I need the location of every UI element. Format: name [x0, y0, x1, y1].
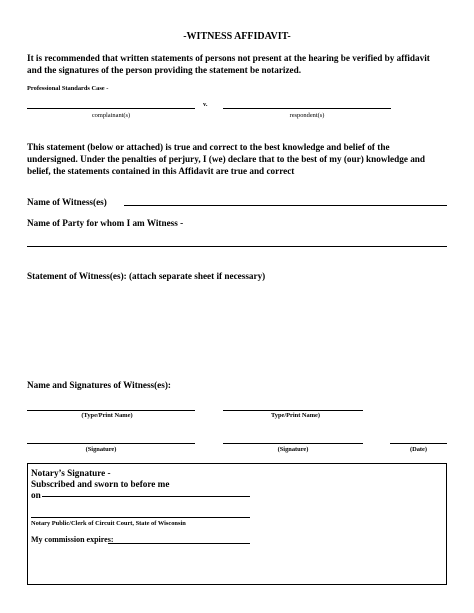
declaration-line-3: belief, the statements contained in this Affidavit are true and correct: [27, 166, 295, 176]
party-label: Name of Party for whom I am Witness -: [27, 218, 184, 228]
intro-line-1: It is recommended that written statements of persons not present at the hearing be verified by affidavit: [27, 53, 430, 63]
respondent-line[interactable]: [223, 108, 391, 109]
type-print-caption-left: (Type/Print Name): [81, 412, 133, 419]
respondent-caption: respondent(s): [289, 112, 325, 119]
sworn-date-line[interactable]: [42, 496, 250, 497]
notary-signature-label: Notary’s Signature -: [31, 468, 111, 478]
page-title: -WITNESS AFFIDAVIT-: [183, 31, 291, 42]
type-print-name-line-left[interactable]: [27, 410, 195, 411]
type-print-caption-right: Type/Print Name): [270, 412, 321, 419]
signature-line-right[interactable]: [223, 443, 363, 444]
party-line[interactable]: [27, 246, 447, 247]
type-print-name-line-right[interactable]: [223, 410, 363, 411]
intro-line-2: and the signatures of the person providing the statement be notarized.: [27, 65, 302, 75]
declaration-line-1: This statement (below or attached) is true and correct to the best knowledge and belief of the: [27, 142, 390, 152]
statement-label: Statement of Witness(es): (attach separate sheet if necessary): [27, 271, 266, 281]
witness-name-line[interactable]: [124, 205, 447, 206]
notary-signature-line[interactable]: [31, 517, 250, 518]
case-label: Professional Standards Case -: [27, 85, 109, 92]
clerk-caption: Notary Public/Clerk of Circuit Court, State of Wisconsin: [31, 520, 186, 527]
versus-label: v.: [203, 101, 208, 108]
commission-label: My commission expires:: [31, 535, 114, 544]
declaration-line-2: undersigned. Under the penalties of perjury, I (we) declare that to the best of my (our) knowledge and: [27, 154, 426, 164]
complainant-line[interactable]: [27, 108, 195, 109]
signature-caption-right: (Signature): [277, 446, 309, 453]
signature-line-left[interactable]: [27, 443, 195, 444]
commission-expires-line[interactable]: [108, 543, 250, 544]
sworn-line-1: Subscribed and sworn to before me: [31, 479, 170, 489]
witness-name-label: Name of Witness(es): [27, 197, 107, 207]
complainant-caption: complainant(s): [91, 112, 131, 119]
signatures-heading: Name and Signatures of Witness(es):: [27, 380, 171, 390]
date-caption: (Date): [409, 446, 428, 453]
sworn-line-2: on: [31, 490, 41, 500]
date-line[interactable]: [390, 443, 447, 444]
signature-caption-left: (Signature): [85, 446, 117, 453]
